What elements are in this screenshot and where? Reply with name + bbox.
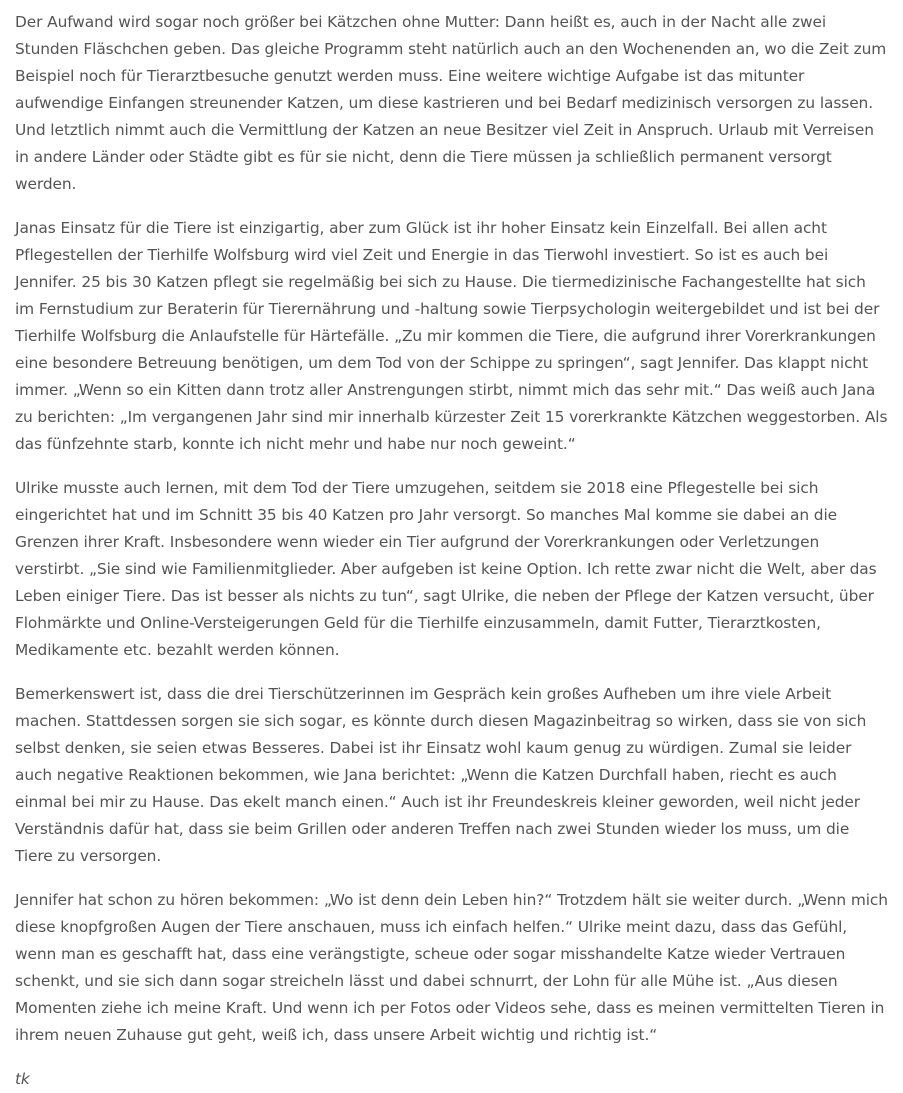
article-paragraph-1: Der Aufwand wird sogar noch größer bei Kätzchen ohne Mutter: Dann heißt es, auch in der Nacht alle zwei Stunden Fläschchen geben. Das gleiche Programm steht natürlich auch an den Wochenenden an, wo die Zeit zum Beispiel noch für Tierarztbesuche genutzt werden muss. Eine weitere wichtige Aufgabe ist das mitunter aufwendige Einfangen streunender Katzen, um diese kastrieren und bei Bedarf medizinisch versorgen zu lassen. Und letztlich nimmt auch die Vermittlung der Katzen an neue Besitzer viel Zeit in Anspruch. Urlaub mit Verreisen in andere Länder oder Städte gibt es für sie nicht, denn die Tiere müssen ja schließlich permanent versorgt werden. xyxy=(15,13,887,193)
article-paragraph-2: Janas Einsatz für die Tiere ist einzigartig, aber zum Glück ist ihr hoher Einsatz kein Einzelfall. Bei allen acht Pflegestellen der Tierhilfe Wolfsburg wird viel Zeit und Energie in das Tierwohl investiert. So ist es auch bei Jennifer. 25 bis 30 Katzen pflegt sie regelmäßig bei sich zu Hause. Die tiermedizinische Fachangestellte hat sich im Fernstudium zur Beraterin für Tierernährung und -haltung sowie Tierpsychologin weitergebildet und ist bei der Tierhilfe Wolfsburg die Anlaufstelle für Härtefälle. „Zu mir kommen die Tiere, die aufgrund ihrer Vorerkrankungen eine besondere Betreuung benötigen, um dem Tod von der Schippe zu springen“, sagt Jennifer. Das klappt nicht immer. „Wenn so ein Kitten dann trotz aller Anstrengungen stirbt, nimmt mich das sehr mit.“ Das weiß auch Jana zu berichten: „Im vergangenen Jahr sind mir innerhalb kürzester Zeit 15 vorerkrankte Kätzchen weggestorben. Als das fünfzehnte starb, konnte ich nicht mehr und habe nur noch geweint.“ xyxy=(15,219,888,453)
article-paragraph-3: Ulrike musste auch lernen, mit dem Tod der Tiere umzugehen, seitdem sie 2018 eine Pflegestelle bei sich eingerichtet hat und im Schnitt 35 bis 40 Katzen pro Jahr versorgt. So manches Mal komme sie dabei an die Grenzen ihrer Kraft. Insbesondere wenn wieder ein Tier aufgrund der Vorerkrankungen oder Verletzungen verstirbt. „Sie sind wie Familienmitglieder. Aber aufgeben ist keine Option. Ich rette zwar nicht die Welt, aber das Leben einiger Tiere. Das ist besser als nichts zu tun“, sagt Ulrike, die neben der Pflege der Katzen versucht, über Flohmärkte und Online-Versteigerungen Geld für die Tierhilfe einzusammeln, damit Futter, Tierarztkosten, Medikamente etc. bezahlt werden können. xyxy=(15,479,877,659)
article-paragraph-5: Jennifer hat schon zu hören bekommen: „Wo ist denn dein Leben hin?“ Trotzdem hält sie weiter durch. „Wenn mich diese knopfgroßen Augen der Tiere anschauen, muss ich einfach helfen.“ Ulrike meint dazu, dass das Gefühl, wenn man es geschafft hat, dass eine verängstigte, scheue oder sogar misshandelte Katze wieder Vertrauen schenkt, und sie sich dann sogar streicheln lässt und dabei schnurrt, der Lohn für alle Mühe ist. „Aus diesen Momenten ziehe ich meine Kraft. Und wenn ich per Fotos oder Videos sehe, dass es meinen vermittelten Tieren in ihrem neuen Zuhause gut geht, weiß ich, dass unsere Arbeit wichtig und richtig ist.“ xyxy=(15,891,888,1044)
article-paragraph-4: Bemerkenswert ist, dass die drei Tierschützerinnen im Gespräch kein großes Aufheben um ihre viele Arbeit machen. Stattdessen sorgen sie sich sogar, es könnte durch diesen Magazinbeitrag so wirken, dass sie von sich selbst denken, sie seien etwas Besseres. Dabei ist ihr Einsatz wohl kaum genug zu würdigen. Zumal sie leider auch negative Reaktionen bekommen, wie Jana berichtet: „Wenn die Katzen Durchfall haben, riecht es auch einmal bei mir zu Hause. Das ekelt manch einen.“ Auch ist ihr Freundeskreis kleiner geworden, weil nicht jeder Verständnis dafür hat, dass sie beim Grillen oder anderen Treffen nach zwei Stunden wieder los muss, um die Tiere zu versorgen. xyxy=(15,685,867,865)
author-initials: tk xyxy=(15,1070,30,1088)
